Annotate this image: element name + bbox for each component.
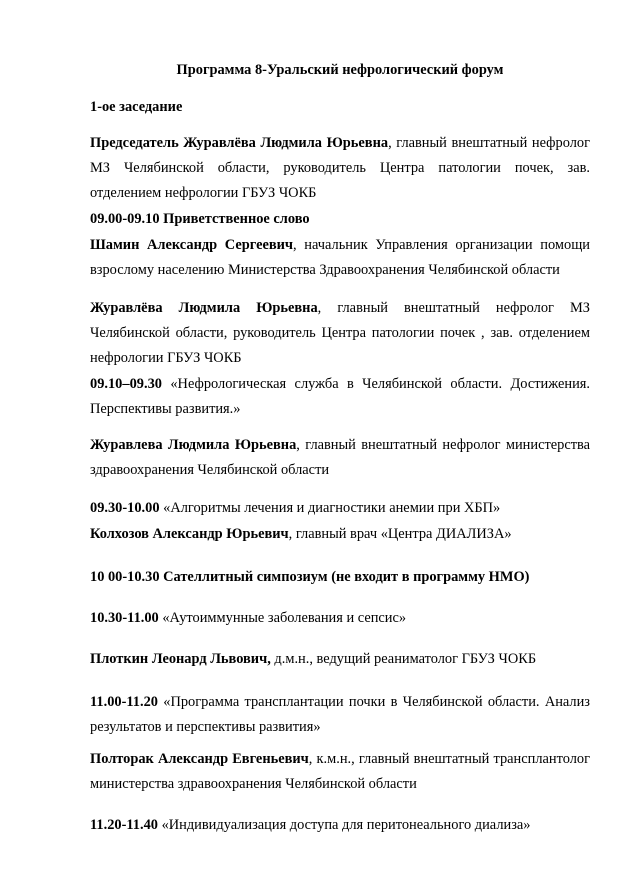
item-anemia xyxy=(90,496,590,521)
item-time: 09.30-10.00 xyxy=(90,500,160,516)
chair-paragraph xyxy=(90,131,590,206)
speaker-kolkhozov xyxy=(90,522,590,547)
speaker-shamin xyxy=(90,233,590,283)
item-time: 11.20-11.40 xyxy=(90,817,158,833)
speaker-description: , к.м.н., главный внештатный трансплантолог министерства здравоохранения Челябинской области xyxy=(90,751,590,792)
item-topic: «Индивидуализация доступа для перитонеального диализа» xyxy=(157,817,531,833)
chair-name: Председатель Журавлёва Людмила Юрьевна xyxy=(90,135,389,151)
speaker-description: , главный внештатный нефролог МЗ Челябинской области, руководитель Центра патологии почек , зав. отделением нефрологии ГБУЗ ЧОКБ xyxy=(90,300,590,366)
speaker-zhuravleva-2 xyxy=(90,433,590,483)
item-time: 11.00-11.20 xyxy=(90,694,158,710)
speaker-description: , главный врач «Центра ДИАЛИЗА» xyxy=(288,526,512,542)
item-time: 10.30-11.00 xyxy=(90,610,159,626)
item-transplant xyxy=(90,690,590,740)
speaker-name: Журавлева Людмила Юрьевна xyxy=(90,437,297,453)
speaker-description: д.м.н., ведущий реаниматолог ГБУЗ ЧОКБ xyxy=(270,651,537,667)
speaker-name: Колхозов Александр Юрьевич xyxy=(90,526,289,542)
speaker-description: , главный внештатный нефролог министерства здравоохранения Челябинской области xyxy=(90,437,591,478)
item-topic: «Аутоиммунные заболевания и сепсис» xyxy=(158,610,407,626)
item-welcome: 09.00-09.10 Приветственное слово xyxy=(90,211,310,227)
speaker-description: , начальник Управления организации помощи взрослому населению Министерства Здравоохранения Челябинской области xyxy=(90,237,590,278)
chair-description: , главный внештатный нефролог МЗ Челябинской области, руководитель Центра патологии почек, зав. отделением нефрологии ГБУЗ ЧОКБ xyxy=(90,135,590,201)
speaker-name: Шамин Александр Сергеевич xyxy=(90,237,294,253)
speaker-name: Плоткин Леонард Львович, xyxy=(90,651,271,667)
item-topic: «Нефрологическая служба в Челябинской области. Достижения. Перспективы развития.» xyxy=(90,376,590,417)
item-nephrology-service xyxy=(90,372,590,422)
item-time: 09.10–09.30 xyxy=(90,376,162,392)
item-topic: «Программа трансплантации почки в Челябинской области. Анализ результатов и перспективы развития» xyxy=(90,694,590,735)
item-satellite: 10 00-10.30 Сателлитный симпозиум (не входит в программу НМО) xyxy=(90,569,530,585)
speaker-name: Журавлёва Людмила Юрьевна xyxy=(90,300,318,316)
speaker-poltorak xyxy=(90,747,590,797)
session-heading: 1-ое заседание xyxy=(90,99,183,115)
speaker-zhuravleva-1 xyxy=(90,296,590,371)
speaker-plotkin xyxy=(90,647,590,672)
item-topic: «Алгоритмы лечения и диагностики анемии при ХБП» xyxy=(159,500,501,516)
item-autoimmune xyxy=(90,606,590,631)
document-title: Программа 8-Уральский нефрологический форум xyxy=(176,62,504,78)
item-peritoneal xyxy=(90,813,590,838)
speaker-name: Полторак Александр Евгеньевич xyxy=(90,751,309,767)
